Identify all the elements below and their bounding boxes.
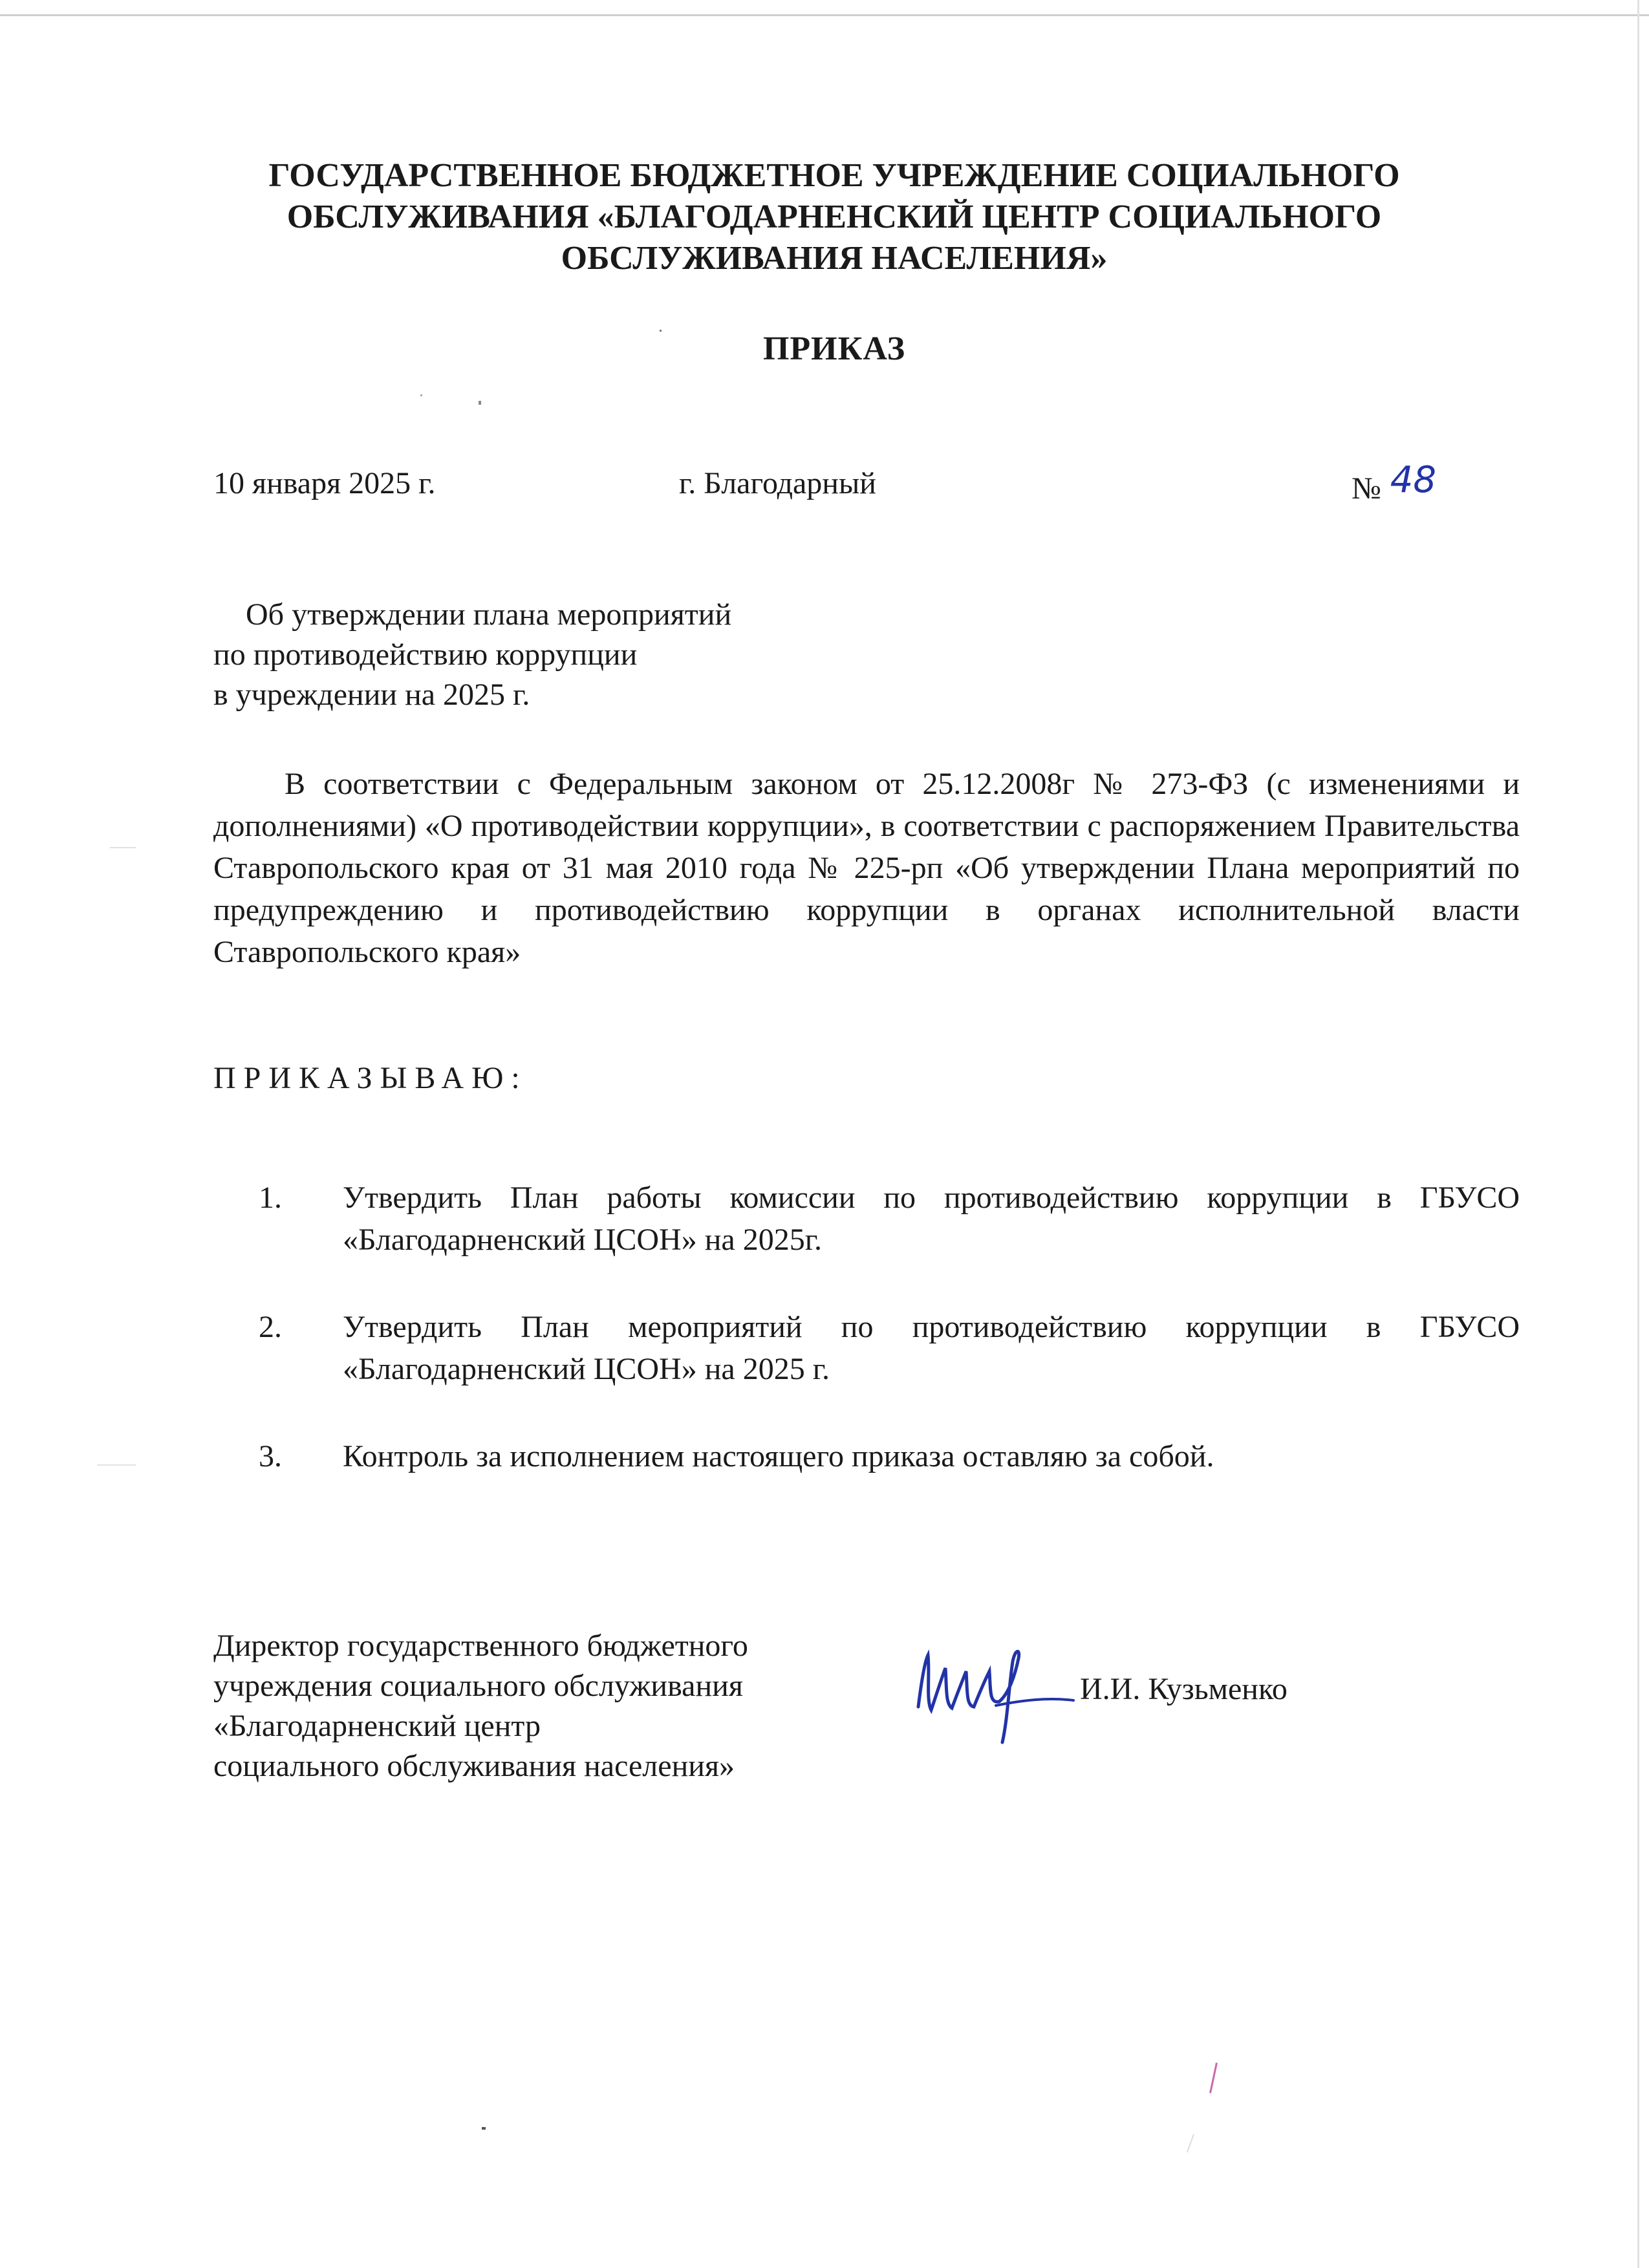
item-text: Контроль за исполнением настоящего приказа оставляю за собой. bbox=[343, 1439, 1214, 1473]
scan-speck bbox=[479, 401, 481, 405]
org-line-3: ОБСЛУЖИВАНИЯ НАСЕЛЕНИЯ» bbox=[561, 240, 1108, 277]
scan-edge-top bbox=[0, 14, 1649, 16]
signatory-line-1: Директор государственного бюджетного bbox=[213, 1629, 748, 1663]
signatory-line-2: учреждения социального обслуживания bbox=[213, 1669, 743, 1703]
handwritten-signature bbox=[892, 1629, 1086, 1752]
org-line-2: ОБСЛУЖИВАНИЯ «БЛАГОДАРНЕНСКИЙ ЦЕНТР СОЦИАЛЬНОГО bbox=[286, 198, 1382, 235]
org-line-1: ГОСУДАРСТВЕННОЕ БЮДЖЕТНОЕ УЧРЕЖДЕНИЕ СОЦИАЛЬНОГО bbox=[268, 157, 1400, 194]
signatory-line-4: социального обслуживания населения» bbox=[213, 1749, 735, 1783]
item-number: 2. bbox=[259, 1310, 282, 1344]
list-item bbox=[213, 1306, 1520, 1390]
order-items bbox=[213, 1177, 1520, 1523]
document-type: ПРИКАЗ bbox=[762, 330, 906, 367]
scan-speck bbox=[482, 2127, 486, 2130]
signatory-name: И.И. Кузьменко bbox=[1080, 1672, 1288, 1706]
subject-line-3: в учреждении на 2025 г. bbox=[213, 678, 530, 712]
item-text: Утвердить План мероприятий по противодействию коррупции в ГБУСО «Благодарненский ЦСОН» на 2025 г. bbox=[343, 1310, 1520, 1386]
pen-mark bbox=[1187, 2134, 1194, 2153]
order-city: г. Благодарный bbox=[679, 466, 876, 500]
scan-speck bbox=[660, 330, 662, 332]
signatory-line-3: «Благодарненский центр bbox=[213, 1709, 541, 1743]
pen-mark bbox=[1209, 2062, 1218, 2093]
scan-edge-right bbox=[1637, 0, 1639, 2268]
preamble-paragraph: В соответствии с Федеральным законом от 25.12.2008г № 273-ФЗ (с изменениями и дополнениями) «О противодействии коррупции», в соответствии с распоряжением Правительства Ставропольского края от 31 мая 2010 года № 225-рп «Об утверждении Плана мероприятий по предупреждению и противодействию коррупции в органах исполнительной власти Ставропольского края» bbox=[213, 767, 1520, 969]
organization-name bbox=[194, 155, 1474, 279]
item-number: 1. bbox=[259, 1181, 282, 1215]
scan-speck bbox=[420, 394, 422, 396]
item-number: 3. bbox=[259, 1439, 282, 1473]
subject-line-1: Об утверждении плана мероприятий bbox=[246, 597, 732, 632]
signatory-position bbox=[213, 1626, 925, 1786]
order-subject bbox=[213, 595, 1054, 715]
item-text: Утвердить План работы комиссии по противодействию коррупции в ГБУСО «Благодарненский ЦСОН» на 2025г. bbox=[343, 1181, 1520, 1257]
scan-speck bbox=[110, 847, 136, 848]
number-label: № bbox=[1352, 471, 1381, 506]
handwritten-number: 48 bbox=[1390, 459, 1437, 501]
order-date: 10 января 2025 г. bbox=[213, 466, 436, 500]
order-number bbox=[1352, 459, 1437, 508]
list-item bbox=[213, 1435, 1520, 1477]
scan-speck bbox=[97, 1464, 136, 1466]
command-heading: ПРИКАЗЫВАЮ: bbox=[213, 1061, 528, 1095]
list-item bbox=[213, 1177, 1520, 1261]
subject-line-2: по противодействию коррупции bbox=[213, 637, 638, 672]
